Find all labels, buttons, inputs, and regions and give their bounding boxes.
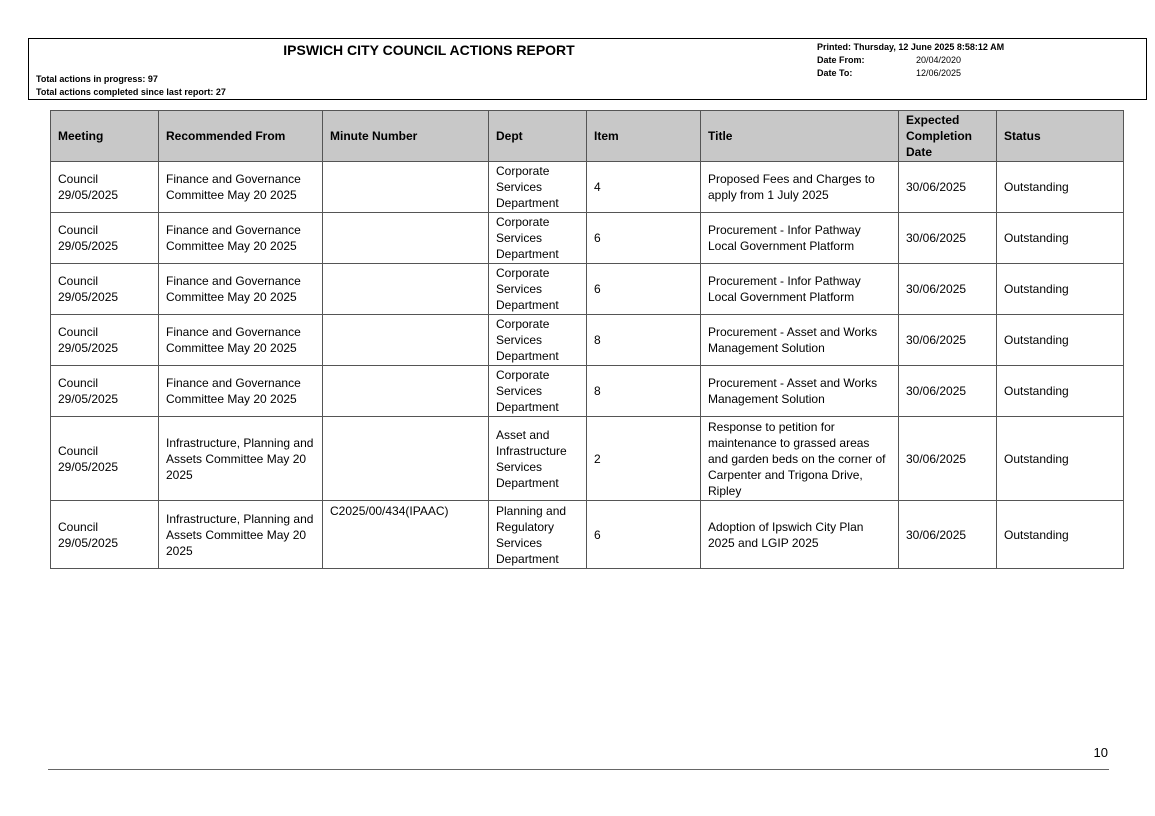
column-header: Dept	[489, 111, 587, 162]
date-from-value: 20/04/2020	[916, 55, 962, 65]
item-cell: 8	[587, 366, 701, 417]
title-cell: Proposed Fees and Charges to apply from 1 July 2025	[701, 162, 899, 213]
dept-cell: Asset and Infrastructure Services Department	[489, 417, 587, 501]
meeting-cell: Council 29/05/2025	[51, 315, 159, 366]
table-row	[51, 501, 1124, 569]
actions-table	[50, 110, 1124, 569]
footer-divider	[48, 769, 1109, 770]
item-cell: 6	[587, 264, 701, 315]
title-cell: Procurement - Asset and Works Management Solution	[701, 315, 899, 366]
expected-date-cell: 30/06/2025	[899, 264, 997, 315]
expected-date-cell: 30/06/2025	[899, 162, 997, 213]
status-cell: Outstanding	[997, 162, 1124, 213]
dept-cell: Corporate Services Department	[489, 213, 587, 264]
recommended-from-cell: Finance and Governance Committee May 20 2025	[159, 315, 323, 366]
status-cell: Outstanding	[997, 213, 1124, 264]
column-header: Meeting	[51, 111, 159, 162]
expected-date-cell: 30/06/2025	[899, 213, 997, 264]
title-cell: Adoption of Ipswich City Plan 2025 and LGIP 2025	[701, 501, 899, 569]
item-cell: 2	[587, 417, 701, 501]
column-header: Minute Number	[323, 111, 489, 162]
column-header: Expected Completion Date	[899, 111, 997, 162]
printed-timestamp: Printed: Thursday, 12 June 2025 8:58:12 AM	[817, 42, 1005, 52]
minute-number-cell	[323, 315, 489, 366]
minute-number-cell	[323, 366, 489, 417]
dept-cell: Corporate Services Department	[489, 162, 587, 213]
column-header: Item	[587, 111, 701, 162]
meeting-cell: Council 29/05/2025	[51, 264, 159, 315]
meeting-cell: Council 29/05/2025	[51, 213, 159, 264]
column-header: Status	[997, 111, 1124, 162]
recommended-from-cell: Finance and Governance Committee May 20 2025	[159, 213, 323, 264]
title-cell: Procurement - Asset and Works Management Solution	[701, 366, 899, 417]
report-header	[28, 38, 1147, 100]
title-cell: Procurement - Infor Pathway Local Government Platform	[701, 213, 899, 264]
recommended-from-cell: Finance and Governance Committee May 20 2025	[159, 162, 323, 213]
recommended-from-cell: Infrastructure, Planning and Assets Committee May 20 2025	[159, 501, 323, 569]
title-cell: Response to petition for maintenance to grassed areas and garden beds on the corner of Carpenter and Trigona Drive, Ripley	[701, 417, 899, 501]
recommended-from-cell: Finance and Governance Committee May 20 2025	[159, 366, 323, 417]
minute-number-cell	[323, 417, 489, 501]
table-row	[51, 315, 1124, 366]
meeting-cell: Council 29/05/2025	[51, 162, 159, 213]
table-row	[51, 366, 1124, 417]
expected-date-cell: 30/06/2025	[899, 501, 997, 569]
status-cell: Outstanding	[997, 501, 1124, 569]
print-info	[817, 41, 1004, 80]
report-title: IPSWICH CITY COUNCIL ACTIONS REPORT	[283, 42, 575, 58]
table-header-row	[51, 111, 1124, 162]
date-to-value: 12/06/2025	[916, 68, 962, 78]
item-cell: 6	[587, 501, 701, 569]
page-number: 10	[1093, 745, 1108, 760]
table-row	[51, 264, 1124, 315]
expected-date-cell: 30/06/2025	[899, 417, 997, 501]
total-completed: Total actions completed since last report: 27	[36, 87, 226, 97]
date-from-label: Date From:	[817, 55, 865, 65]
item-cell: 8	[587, 315, 701, 366]
table-row	[51, 417, 1124, 501]
recommended-from-cell: Finance and Governance Committee May 20 2025	[159, 264, 323, 315]
dept-cell: Corporate Services Department	[489, 264, 587, 315]
dept-cell: Corporate Services Department	[489, 366, 587, 417]
item-cell: 6	[587, 213, 701, 264]
minute-number-cell: C2025/00/434(IPAAC)	[323, 501, 489, 569]
minute-number-cell	[323, 264, 489, 315]
meeting-cell: Council 29/05/2025	[51, 366, 159, 417]
dept-cell: Corporate Services Department	[489, 315, 587, 366]
date-to-label: Date To:	[817, 68, 853, 78]
expected-date-cell: 30/06/2025	[899, 366, 997, 417]
recommended-from-cell: Infrastructure, Planning and Assets Committee May 20 2025	[159, 417, 323, 501]
table-row	[51, 162, 1124, 213]
table-row	[51, 213, 1124, 264]
dept-cell: Planning and Regulatory Services Department	[489, 501, 587, 569]
status-cell: Outstanding	[997, 366, 1124, 417]
status-cell: Outstanding	[997, 417, 1124, 501]
meeting-cell: Council 29/05/2025	[51, 501, 159, 569]
column-header: Recommended From	[159, 111, 323, 162]
expected-date-cell: 30/06/2025	[899, 315, 997, 366]
status-cell: Outstanding	[997, 264, 1124, 315]
minute-number-cell	[323, 213, 489, 264]
total-in-progress: Total actions in progress: 97	[36, 74, 158, 84]
status-cell: Outstanding	[997, 315, 1124, 366]
title-cell: Procurement - Infor Pathway Local Government Platform	[701, 264, 899, 315]
column-header: Title	[701, 111, 899, 162]
meeting-cell: Council 29/05/2025	[51, 417, 159, 501]
minute-number-cell	[323, 162, 489, 213]
item-cell: 4	[587, 162, 701, 213]
